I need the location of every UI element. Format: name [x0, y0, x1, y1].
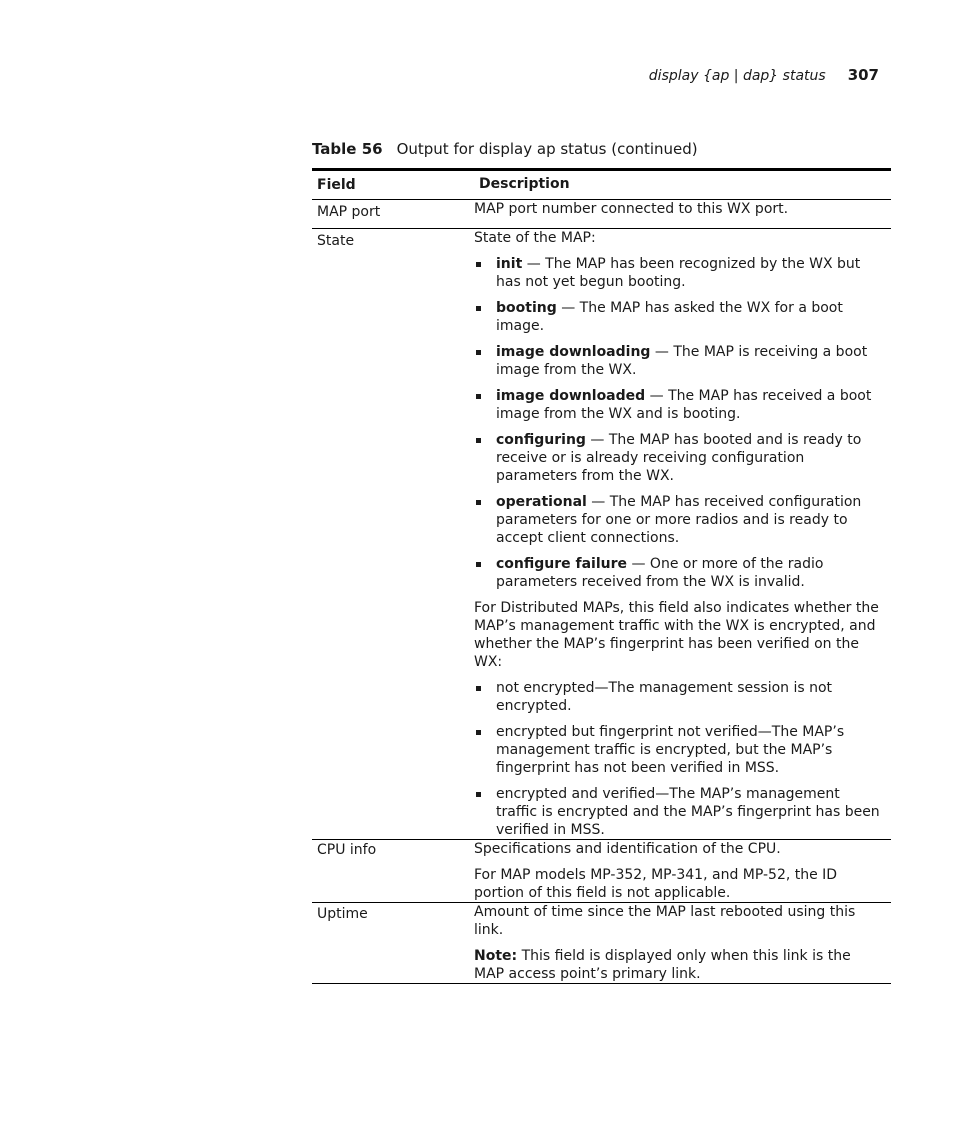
- list-item: [474, 255, 883, 291]
- description-text: Amount of time since the MAP last rebooted using this link.: [474, 904, 856, 938]
- state-term: image downloading: [496, 344, 651, 360]
- description-text: Specifications and identification of the CPU.: [474, 841, 781, 857]
- list-item: encrypted and verified—The MAP’s management traffic is encrypted and the MAP’s fingerprint has been verified in MSS.: [474, 785, 883, 839]
- state-term: configure failure: [496, 556, 628, 572]
- description-cell: [474, 229, 891, 840]
- state-text: — The MAP has been recognized by the WX but has not yet begun booting.: [496, 256, 861, 290]
- table-row: [312, 229, 891, 840]
- description-cell: [474, 840, 891, 903]
- table-row: [312, 200, 891, 229]
- field-cell: [312, 200, 474, 229]
- field-name: State: [317, 233, 355, 249]
- field-name: CPU info: [317, 842, 377, 858]
- description-text: MAP port number connected to this WX port.: [474, 201, 789, 217]
- field-cell: [312, 903, 474, 984]
- table-caption-text: Output for display ap status (continued): [396, 140, 698, 158]
- column-header-field: Field: [312, 170, 474, 200]
- description-text: For Distributed MAPs, this field also indicates whether the MAP’s management traffic with the WX is encrypted, and whether the MAP’s fingerprint has been verified on the WX:: [474, 600, 879, 670]
- state-text: — The MAP is receiving a boot image from the WX.: [496, 344, 868, 378]
- state-text: — The MAP has received a boot image from the WX and is booting.: [496, 388, 872, 422]
- list-item: [474, 387, 883, 423]
- page-header: [649, 66, 879, 84]
- description-cell: [474, 903, 891, 984]
- list-item: [474, 343, 883, 379]
- note-label: Note:: [474, 948, 518, 964]
- table-caption: [312, 140, 698, 158]
- description-cell: [474, 200, 891, 229]
- table-row: [312, 840, 891, 903]
- output-table: [312, 168, 891, 984]
- list-item: encrypted but fingerprint not verified—The MAP’s management traffic is encrypted, but the MAP’s fingerprint has not been verified in MSS.: [474, 723, 883, 777]
- column-header-description: Description: [474, 170, 891, 200]
- description-text: State of the MAP:: [474, 230, 596, 246]
- table-row: [312, 903, 891, 984]
- state-term: booting: [496, 300, 557, 316]
- running-section-title: display {ap | dap} status: [648, 68, 826, 84]
- table-caption-number: Table 56: [312, 140, 383, 158]
- field-cell: [312, 840, 474, 903]
- state-term: operational: [496, 494, 587, 510]
- note-text: [474, 947, 883, 983]
- field-name: Uptime: [317, 906, 368, 922]
- state-term: configuring: [496, 432, 586, 448]
- state-text: — The MAP has received configuration parameters for one or more radios and is ready to accept client connections.: [496, 494, 862, 546]
- page-number: 307: [847, 66, 879, 84]
- state-list: [474, 255, 883, 591]
- encryption-state-list: [474, 679, 883, 839]
- list-item: not encrypted—The management session is not encrypted.: [474, 679, 883, 715]
- field-cell: [312, 229, 474, 840]
- state-term: init: [496, 256, 523, 272]
- state-text: — One or more of the radio parameters received from the WX is invalid.: [496, 556, 824, 590]
- list-item: [474, 299, 883, 335]
- state-text: — The MAP has booted and is ready to receive or is already receiving configuration parameters from the WX.: [496, 432, 862, 484]
- list-item: [474, 493, 883, 547]
- field-name: MAP port: [317, 204, 381, 220]
- description-text: For MAP models MP-352, MP-341, and MP-52, the ID portion of this field is not applicable.: [474, 867, 838, 901]
- state-text: — The MAP has asked the WX for a boot image.: [496, 300, 843, 334]
- note-body: This field is displayed only when this link is the MAP access point’s primary link.: [474, 948, 851, 982]
- list-item: [474, 555, 883, 591]
- state-term: image downloaded: [496, 388, 646, 404]
- list-item: [474, 431, 883, 485]
- table-header-row: [312, 170, 891, 200]
